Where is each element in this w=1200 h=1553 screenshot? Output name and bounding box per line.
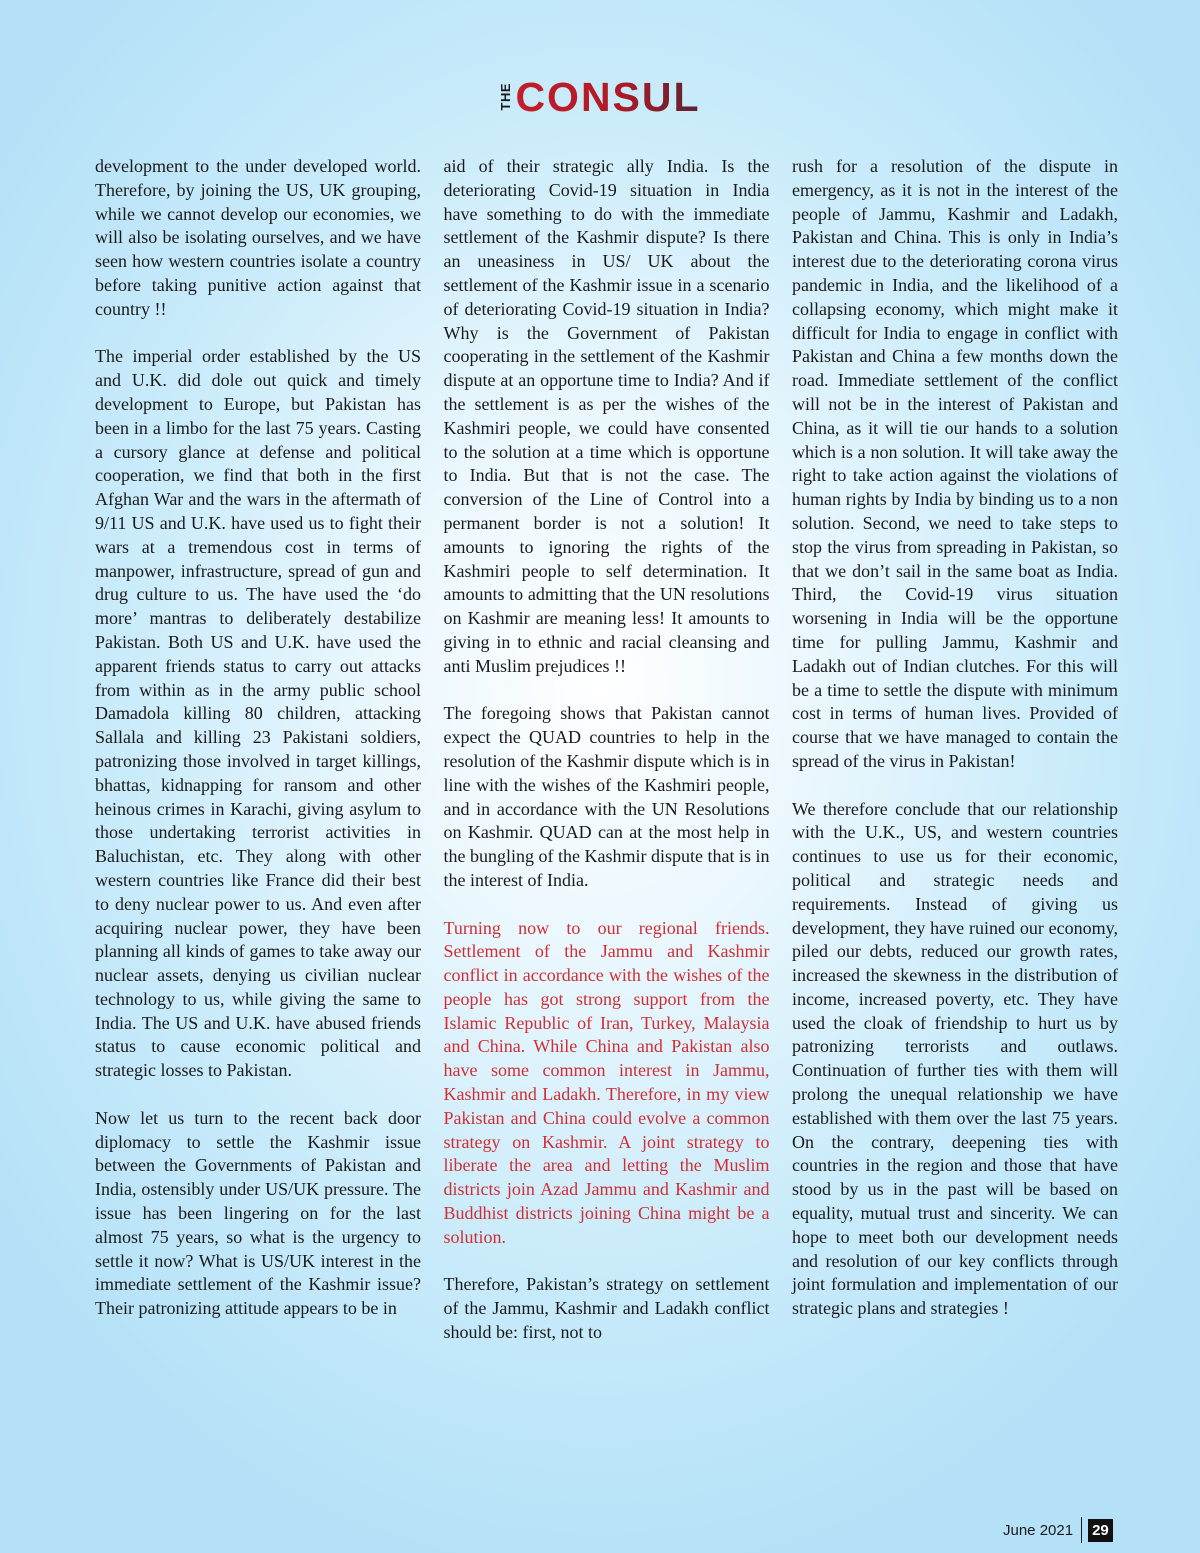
column-2 bbox=[444, 155, 770, 1345]
page-number: 29 bbox=[1088, 1519, 1113, 1542]
column-3 bbox=[792, 155, 1118, 1345]
column-1 bbox=[95, 155, 421, 1345]
paragraph: aid of their strategic ally India. Is the deteriorating Covid-19 situation in India have something to do with the immediate settlement of the Kashmir dispute? Is there an uneasiness in US/ UK about the settlement of the Kashmir issue in a scenario of deteriorating Covid-19 situation in India? Why is the Government of Pakistan cooperating in the settlement of the Kashmir dispute at an opportune time to India? And if the settlement is as per the wishes of the Kashmiri people, we could have consented to the solution at a time which is opportune to India. But that is not the case. The conversion of the Line of Control into a permanent border is not a solution! It amounts to ignoring the rights of the Kashmiri people to self determination. It amounts to admitting that the UN resolutions on Kashmir are meaning less! It amounts to giving in to ethnic and racial cleansing and anti Muslim prejudices !! bbox=[443, 156, 770, 676]
magazine-logo bbox=[499, 75, 700, 119]
logo-consul: CONSUL bbox=[515, 74, 701, 120]
paragraph: Therefore, Pakistan’s strategy on settlement of the Jammu, Kashmir and Ladakh conflict should be: first, not to bbox=[443, 1274, 770, 1343]
paragraph: Now let us turn to the recent back door diplomacy to settle the Kashmir issue between the Governments of Pakistan and India, ostensibly under US/UK pressure. The issue has been lingering on for the last almost 75 years, so what is the urgency to settle it now? What is US/UK interest in the immediate settlement of the Kashmir issue? Their patronizing attitude appears to be in bbox=[95, 1107, 421, 1319]
highlighted-paragraph: Turning now to our regional friends. Settlement of the Jammu and Kashmir conflict in accordance with the wishes of the people has got strong support from the Islamic Republic of Iran, Turkey, Malaysia and China. While China and Pakistan also have some common interest in Jammu, Kashmir and Ladakh. Therefore, in my view Pakistan and China could evolve a common strategy on Kashmir. A joint strategy to liberate the area and letting the Muslim districts join Azad Jammu and Kashmir and Buddhist districts joining China might be a solution. bbox=[443, 917, 770, 1247]
page-footer bbox=[1003, 1517, 1113, 1543]
paragraph: We therefore conclude that our relationship with the U.K., US, and western countries continues to use us for their economic, political and strategic needs and requirements. Instead of giving us development, they have ruined our economy, piled our debts, reduced our growth rates, increased the skewness in the distribution of income, increased poverty, etc. They have used the cloak of friendship to hurt us by patronizing terrorists and outlaws. Continuation of further ties with them will prolong the unequal relationship we have established with them over the last 75 years. On the contrary, deepening ties with countries in the region and those that have stood by us in the past will be based on equality, mutual trust and sincerity. We can hope to meet both our development needs and resolution of our key conflicts through joint formulation and implementation of our strategic plans and strategies ! bbox=[792, 798, 1118, 1319]
article-body bbox=[95, 155, 1118, 1345]
paragraph: The foregoing shows that Pakistan cannot expect the QUAD countries to help in the resolution of the Kashmir dispute which is in line with the wishes of the Kashmiri people, and in accordance with the UN Resolutions on Kashmir. QUAD can at the most help in the bungling of the Kashmir dispute that is in the interest of India. bbox=[443, 703, 770, 890]
logo-the: THE bbox=[498, 83, 514, 111]
masthead bbox=[0, 72, 1200, 122]
footer-divider bbox=[1081, 1517, 1082, 1543]
issue-date: June 2021 bbox=[1003, 1521, 1074, 1539]
paragraph: The imperial order established by the US and U.K. did dole out quick and timely development to Europe, but Pakistan has been in a limbo for the last 75 years. Casting a cursory glance at defense and political cooperation, we find that both in the first Afghan War and the wars in the aftermath of 9/11 US and U.K. have used us to fight their wars at a tremendous cost in terms of manpower, infrastructure, spread of gun and drug culture to us. The have used the ‘do more’ mantras to deliberately destabilize Pakistan. Both US and U.K. have used the apparent friends status to carry out attacks from within as in the army public school Damadola killing 80 children, attacking Sallala and killing 23 Pakistani soldiers, patronizing those involved in target killings, bhattas, kidnapping for ransom and other heinous crimes in Karachi, giving asylum to those undertaking terrorist activities in Baluchistan, etc. They along with other western countries like France did their best to deny nuclear power to us. And even after acquiring nuclear power, they have been planning all kinds of games to take away our nuclear assets, denying us civilian nuclear technology to us, while giving the same to India. The US and U.K. have abused friends status to cause economic political and strategic losses to Pakistan. bbox=[95, 346, 421, 1081]
paragraph: rush for a resolution of the dispute in emergency, as it is not in the interest of the people of Jammu, Kashmir and Ladakh, Pakistan and China. This is only in India’s interest due to the deteriorating corona virus pandemic in India, and the likelihood of a collapsing economy, which might make it difficult for India to engage in conflict with Pakistan and China a few months down the road. Immediate settlement of the conflict will not be in the interest of Pakistan and China, as it will tie our hands to a solution which is a non solution. It will take away the right to take action against the violations of human rights by India by binding us to a non solution. Second, we need to take steps to stop the virus from spreading in Pakistan, so that we don’t sail in the same boat as India. Third, the Covid-19 virus situation worsening in India will be the opportune time for pulling Jammu, Kashmir and Ladakh out of Indian clutches. For this will be a time to settle the dispute with minimum cost in terms of human lives. Provided of course that we have managed to contain the spread of the virus in Pakistan! bbox=[792, 156, 1118, 771]
paragraph: development to the under developed world. Therefore, by joining the US, UK grouping, while we cannot develop our economies, we will also be isolating ourselves, and we have seen how western countries isolate a country before taking punitive action against that country !! bbox=[95, 156, 421, 319]
